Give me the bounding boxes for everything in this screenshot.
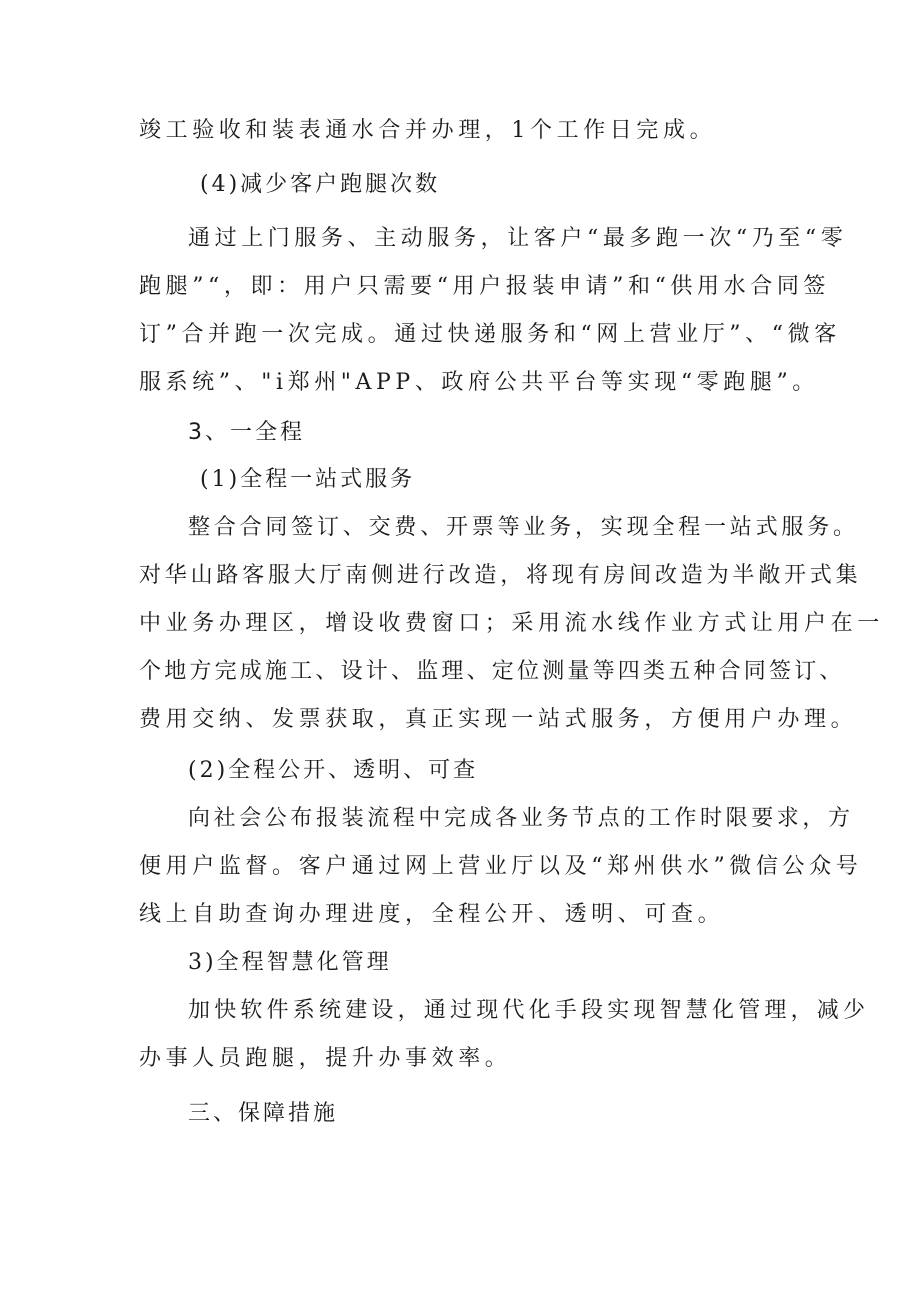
paragraph-line: 个地方完成施工、设计、监理、定位测量等四类五种合同签订、 [139, 659, 845, 684]
paragraph-line: 中业务办理区，增设收费窗口；采用流水线作业方式让用户在一 [139, 611, 884, 636]
paragraph-line: 加快软件系统建设，通过现代化手段实现智慧化管理，减少 [188, 998, 870, 1023]
subheading-reduce-trips: (4)减少客户跑腿次数 [200, 172, 441, 197]
paragraph-line: 线上自助查询办理进度，全程公开、透明、可查。 [139, 902, 725, 927]
subheading-transparency: (2)全程公开、透明、可查 [188, 758, 479, 783]
paragraph-line: 办事人员跑腿，提升办事效率。 [139, 1046, 512, 1071]
paragraph-line: 对华山路客服大厅南侧进行改造，将现有房间改造为半敞开式集 [139, 563, 862, 588]
section-heading-whole-process: 3、一全程 [188, 420, 305, 445]
subheading-smart-management: 3)全程智慧化管理 [188, 950, 392, 975]
paragraph-line: 便用户监督。客户通过网上营业厅以及“郑州供水”微信公众号 [139, 854, 863, 879]
subheading-one-stop: (1)全程一站式服务 [200, 467, 416, 492]
paragraph-line: 服系统”、"i郑州"APP、政府公共平台等实现“零跑腿”。 [139, 370, 819, 395]
paragraph-line: 通过上门服务、主动服务，让客户“最多跑一次“乃至“零 [188, 226, 848, 251]
paragraph-line: 订”合并跑一次完成。通过快递服务和“网上营业厅”、“微客 [139, 322, 841, 347]
paragraph-line: 跑腿”“，即：用户只需要“用户报装申请”和“供用水合同签 [139, 274, 831, 299]
paragraph-line: 整合合同签订、交费、开票等业务，实现全程一站式服务。 [188, 515, 859, 540]
paragraph-line: 费用交纳、发票获取，真正实现一站式服务，方便用户办理。 [139, 707, 858, 732]
section-heading-safeguards: 三、保障措施 [188, 1101, 339, 1126]
paragraph-line: 向社会公布报装流程中完成各业务节点的工作时限要求，方 [188, 806, 854, 831]
paragraph-line: 竣工验收和装表通水合并办理，1个工作日完成。 [139, 118, 717, 143]
